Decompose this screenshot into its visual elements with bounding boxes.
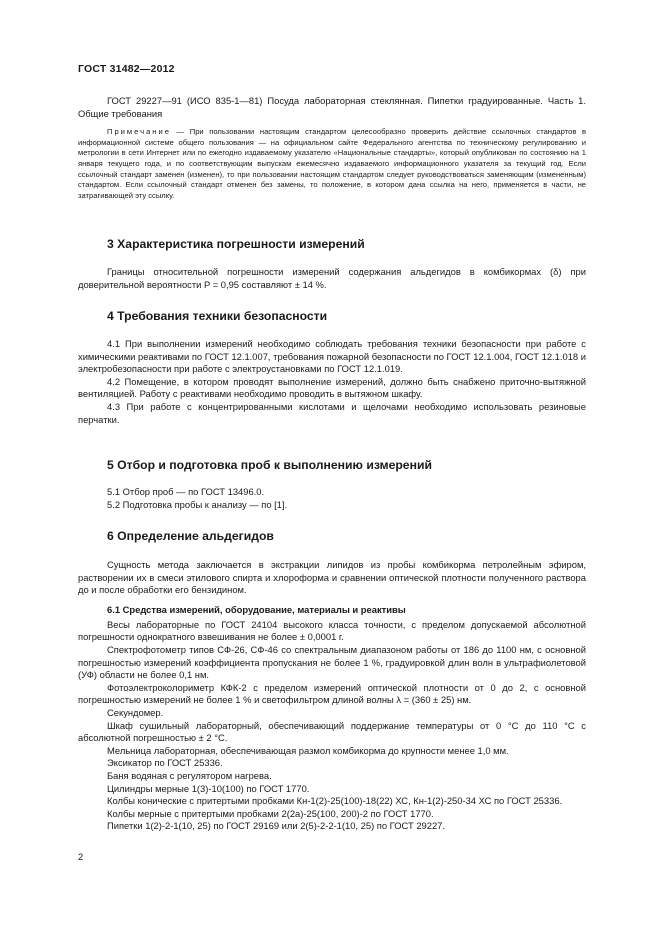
- page-number: 2: [78, 851, 84, 862]
- note-text: — При пользовании настоящим стандартом целесообразно проверить действие ссылочных стандартов в информационной системе общего пользования — на официальном сайте Федерального агентства по техническому регулированию и метрологии в сети Интернет или по ежегодно издаваемому указателю «Национальные стандарты», который опубликован по состоянию на 1 января текущего года, и по соответствующим выпускам ежемесячно издаваемого информационного указателя за текущий год. Если ссылочный стандарт заменен (изменен), то при пользовании настоящим стандартом следует руководствоваться заменяющим (измененным) стандартом. Если ссылочный стандарт отменен без замены, то положение, в котором дана ссылка на него, применяется в части, не затрагивающей эту ссылку.: [78, 127, 586, 200]
- list-item: Фотоэлектроколориметр КФК-2 с пределом измерений оптической плотности от 0 до 2, с основной погрешностью измерений не более 1 % и светофильтром длиной волны λ = (360 ± 25) нм.: [78, 681, 586, 706]
- intro-block: [78, 95, 586, 201]
- note-label: Примечание: [107, 127, 171, 137]
- section-5-title: 5 Отбор и подготовка проб к выполнению измерений: [107, 458, 432, 472]
- section-3-paragraph: Границы относительной погрешности измерений содержания альдегидов в комбикормах (δ) при доверительной вероятности P = 0,95 составляют ± 14 %.: [78, 266, 586, 290]
- section-6-intro: Сущность метода заключается в экстракции липидов из пробы комбикорма петролейным эфиром, растворении их в смеси этилового спирта и хлороформа и сравнении оптической плотности полученного раствора до и после обработки его бензидином.: [78, 559, 586, 596]
- reference-entry: ГОСТ 29227—91 (ИСО 835-1—81) Посуда лабораторная стеклянная. Пипетки градуированные. Часть 1. Общие требования: [78, 95, 586, 119]
- section-4-title: 4 Требования техники безопасности: [107, 309, 328, 323]
- list-item: Эксикатор по ГОСТ 25336.: [107, 757, 223, 769]
- clause-4-3: 4.3 При работе с концентрированными кислотами и щелочами необходимо использовать резиновые перчатки.: [78, 400, 586, 425]
- section-3-body: [78, 266, 586, 291]
- clause-4-2: 4.2 Помещение, в котором проводят выполнение измерений, должно быть снабжено приточно-вытяжной вентиляцией. Работу с реактивами необходимо проводить в вытяжном шкафу.: [78, 375, 586, 400]
- equipment-list: [78, 619, 586, 833]
- list-item: Цилиндры мерные 1(3)-10(100) по ГОСТ 1770.: [107, 782, 310, 794]
- section-4-body: [78, 338, 586, 426]
- section-6-title: 6 Определение альдегидов: [107, 529, 274, 543]
- list-item: Колбы конические с притертыми пробками Кн-1(2)-25(100)-18(22) ХС, Кн-1(2)-250-34 ХС по ГОСТ 25336.: [107, 795, 563, 807]
- list-item: Весы лабораторные по ГОСТ 24104 высокого класса точности, с пределом допускаемой абсолютной погрешности однократного взвешивания не более ± 0,0001 г.: [78, 618, 586, 643]
- section-6-body: [78, 559, 586, 833]
- note-paragraph: [78, 127, 586, 201]
- clause-5-2: 5.2 Подготовка пробы к анализу — по [1].: [107, 498, 288, 510]
- list-item: Мельница лабораторная, обеспечивающая размол комбикорма до крупности менее 1,0 мм.: [107, 744, 509, 756]
- subsection-6-1-title: 6.1 Средства измерений, оборудование, материалы и реактивы: [107, 603, 406, 615]
- section-5-body: [78, 486, 586, 511]
- document-header: ГОСТ 31482—2012: [78, 63, 175, 75]
- list-item: Спектрофотометр типов СФ-26, СФ-46 со спектральным диапазоном работы от 186 до 1100 нм, с основной погрешностью измерений коэффициента пропускания не более 1 %, градуировкой длин волн в ультрафиолетовой (УФ) области не более 0,1 нм.: [78, 643, 586, 681]
- list-item: Баня водяная с регулятором нагрева.: [107, 769, 272, 781]
- clause-5-1: 5.1 Отбор проб — по ГОСТ 13496.0.: [107, 486, 265, 497]
- list-item: Секундомер.: [107, 706, 164, 718]
- list-item: Пипетки 1(2)-2-1(10, 25) по ГОСТ 29169 или 2(5)-2-2-1(10, 25) по ГОСТ 29227.: [107, 820, 445, 832]
- section-3-title: 3 Характеристика погрешности измерений: [107, 237, 365, 251]
- clause-4-1: 4.1 При выполнении измерений необходимо соблюдать требования техники безопасности при работе с химическими реактивами по ГОСТ 12.1.007, требования пожарной безопасности по ГОСТ 12.1.004, ГОСТ 12.1.018 и электробезопасности при работе с электроустановками по ГОСТ 12.1.019.: [78, 338, 586, 375]
- list-item: Шкаф сушильный лабораторный, обеспечивающий поддержание температуры от 0 °С до 110 °С с абсолютной погрешностью ± 2 °С.: [78, 719, 586, 744]
- list-item: Колбы мерные с притертыми пробками 2(2а)-25(100, 200)-2 по ГОСТ 1770.: [107, 807, 434, 819]
